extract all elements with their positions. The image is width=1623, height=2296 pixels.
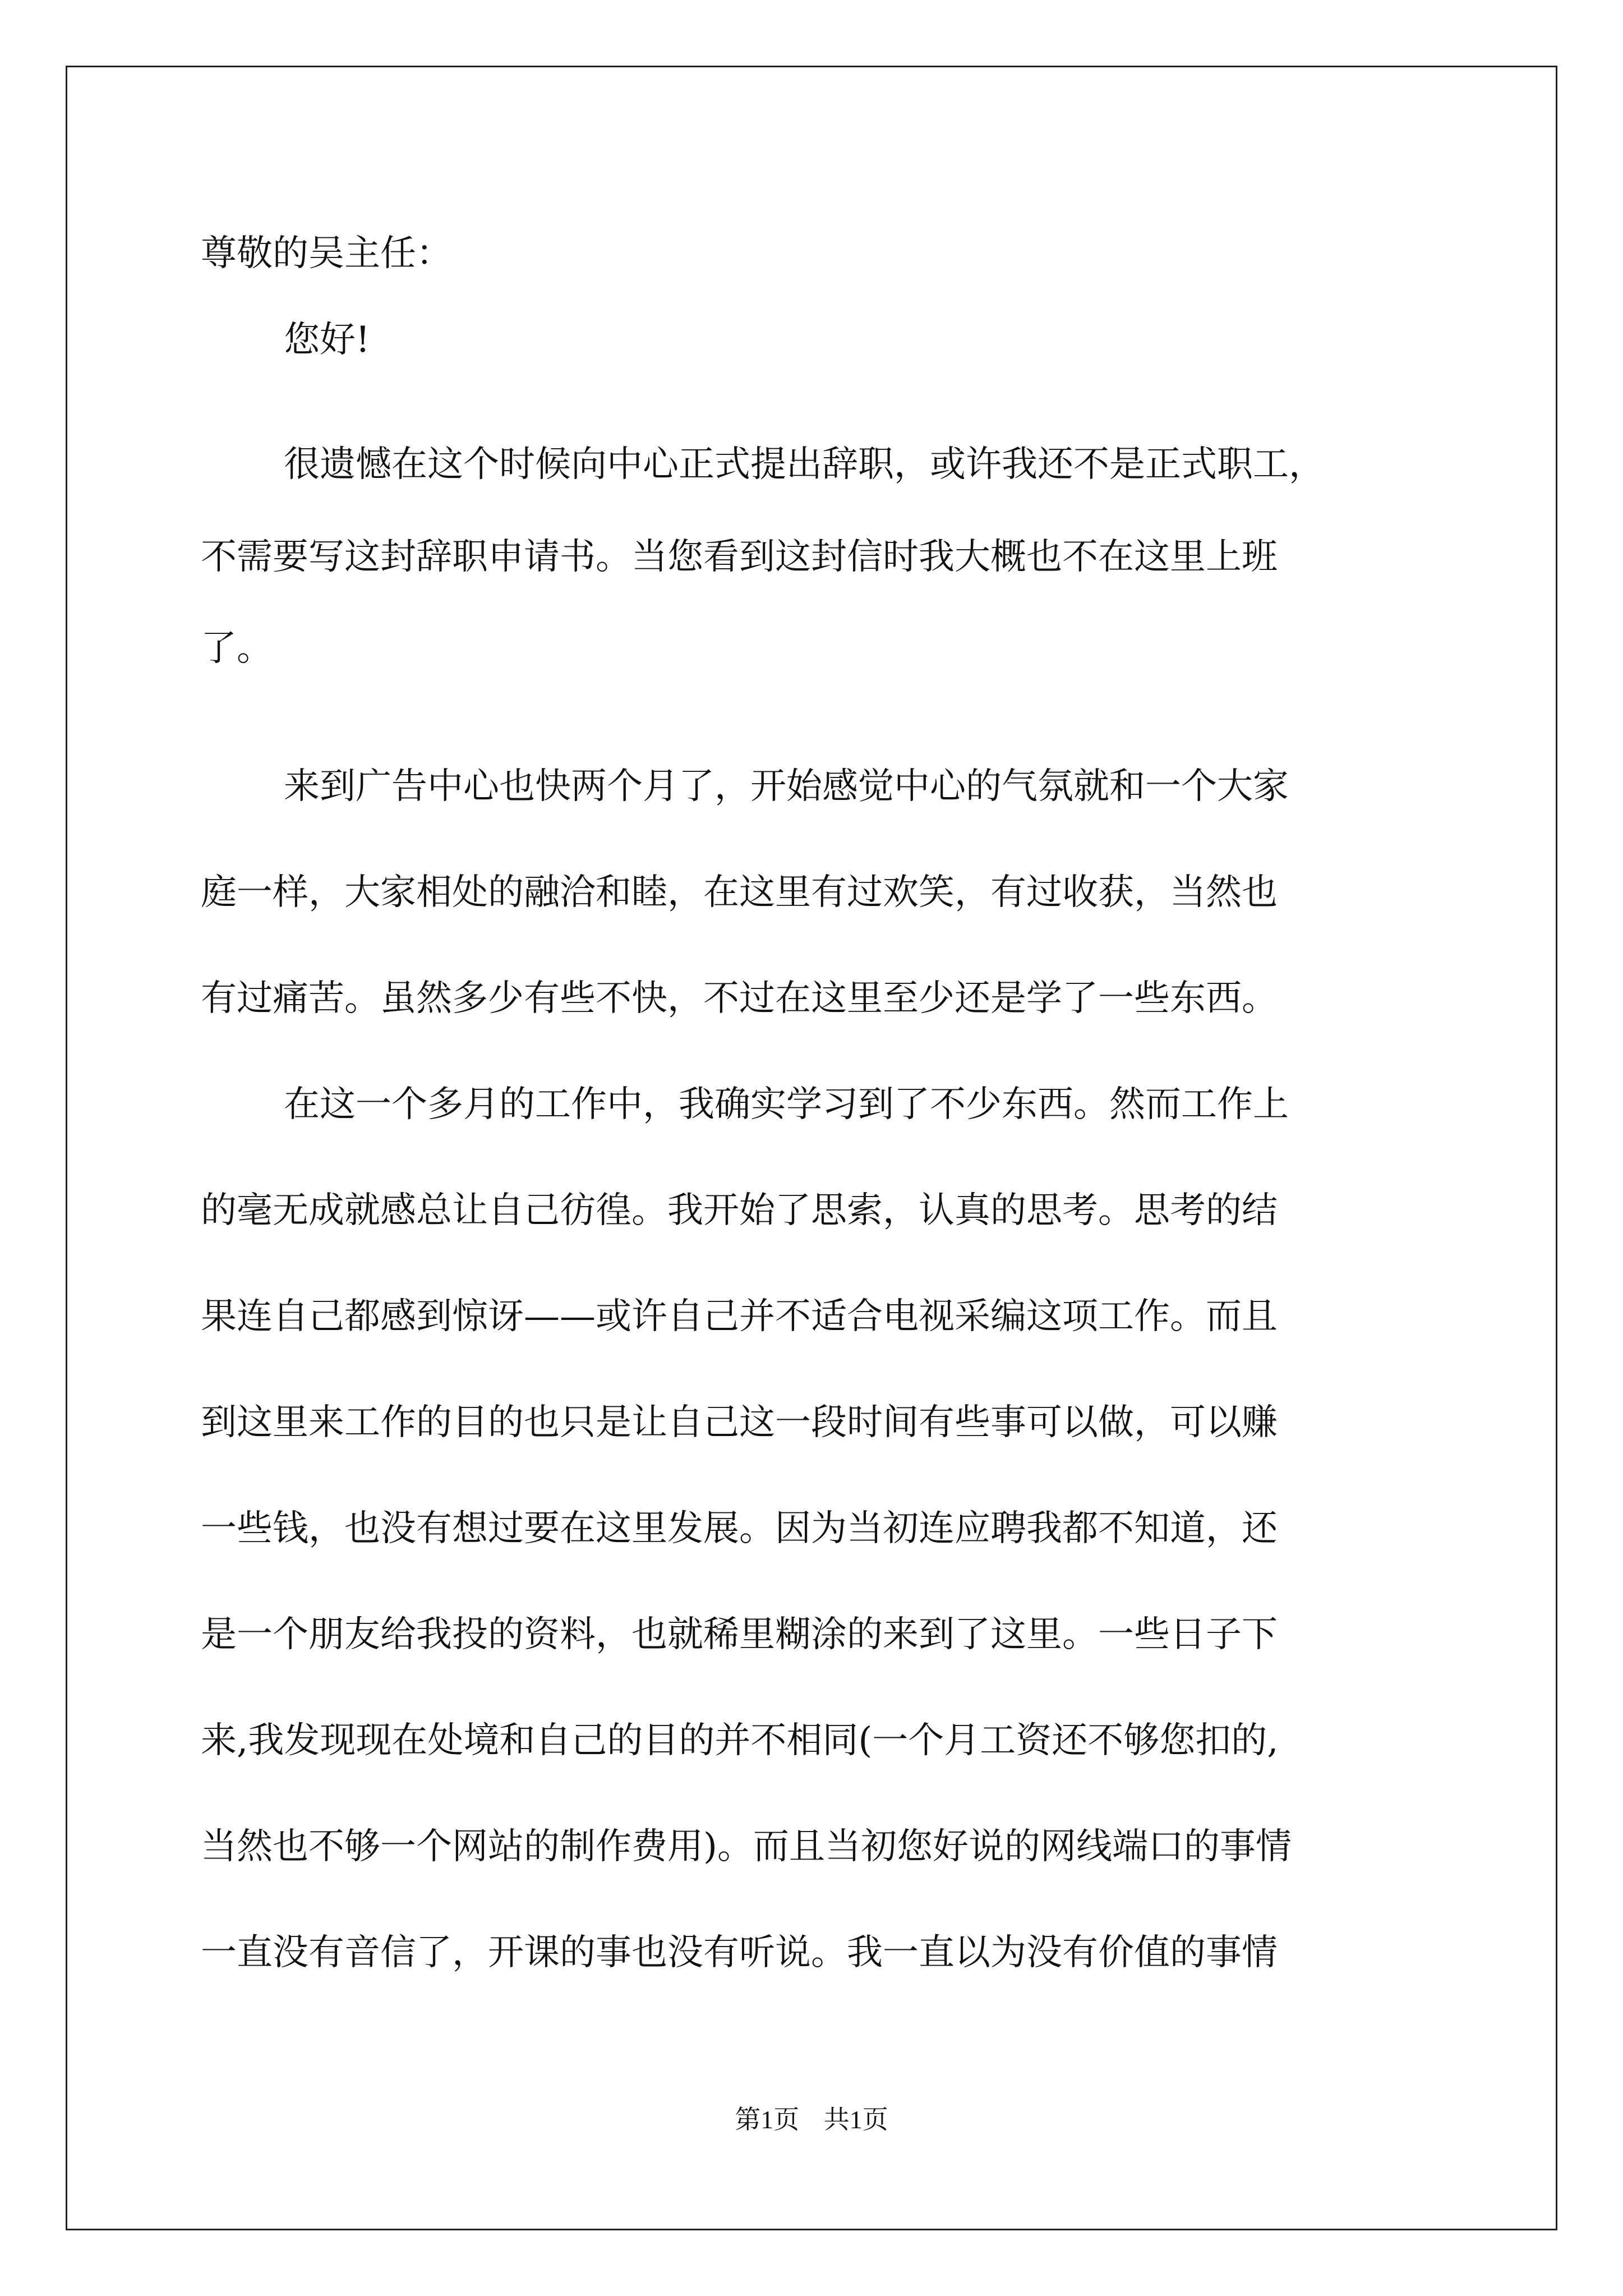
page-number: 第1页 bbox=[735, 2105, 800, 2134]
body-line: 一些钱，也没有想过要在这里发展。因为当初连应聘我都不知道，还 bbox=[201, 1508, 1278, 1549]
body-line: 的毫无成就感总让自己彷徨。我开始了思索，认真的思考。思考的结 bbox=[201, 1190, 1278, 1231]
body-line: 在这一个多月的工作中，我确实学习到了不少东西。然而工作上 bbox=[284, 1084, 1289, 1125]
page-total: 共1页 bbox=[823, 2105, 888, 2134]
body-line: 了。 bbox=[201, 628, 273, 669]
body-line: 来,我发现现在处境和自己的目的并不相同(一个月工资还不够您扣的, bbox=[201, 1720, 1279, 1761]
body-line: 不需要写这封辞职申请书。当您看到这封信时我大概也不在这里上班 bbox=[201, 536, 1278, 578]
body-line: 来到广告中心也快两个月了，开始感觉中心的气氛就和一个大家 bbox=[284, 766, 1289, 807]
page-border bbox=[66, 66, 1557, 2230]
body-line: 庭一样，大家相处的融洽和睦，在这里有过欢笑，有过收获，当然也 bbox=[201, 872, 1278, 913]
body-line: 有过痛苦。虽然多少有些不快，不过在这里至少还是学了一些东西。 bbox=[201, 978, 1278, 1019]
body-line: 很遗憾在这个时候向中心正式提出辞职，或许我还不是正式职工， bbox=[284, 444, 1325, 485]
body-line: 一直没有音信了，开课的事也没有听说。我一直以为没有价值的事情 bbox=[201, 1932, 1278, 1973]
body-line: 到这里来工作的目的也只是让自己这一段时间有些事可以做，可以赚 bbox=[201, 1402, 1278, 1443]
letter-greeting: 您好! bbox=[284, 319, 370, 361]
letter-salutation: 尊敬的吴主任： bbox=[201, 233, 452, 274]
page-footer bbox=[0, 2107, 1623, 2133]
body-line: 果连自己都感到惊讶——或许自己并不适合电视采编这项工作。而且 bbox=[201, 1296, 1278, 1337]
body-line: 当然也不够一个网站的制作费用)。而且当初您好说的网线端口的事情 bbox=[201, 1826, 1292, 1867]
body-line: 是一个朋友给我投的资料，也就稀里糊涂的来到了这里。一些日子下 bbox=[201, 1614, 1278, 1655]
